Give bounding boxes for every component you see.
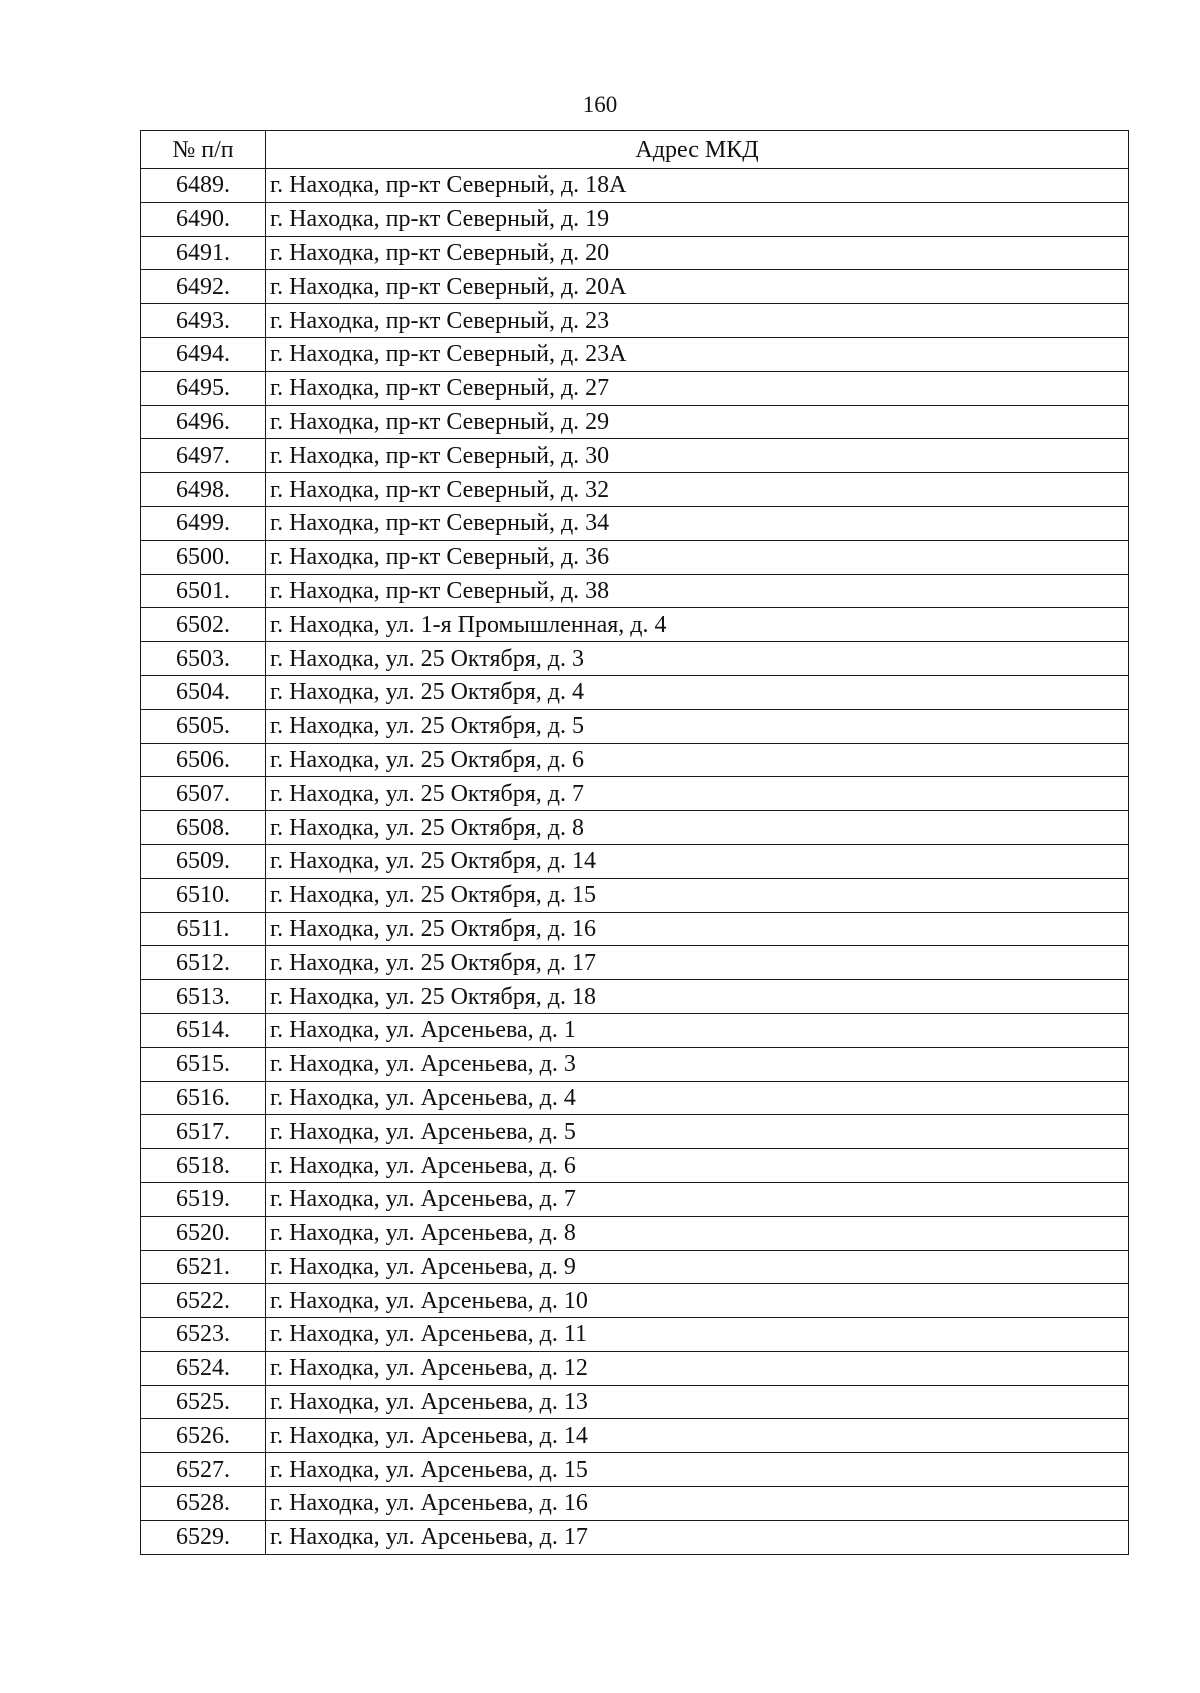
table-row <box>141 1013 1129 1047</box>
row-address: г. Находка, ул. 25 Октября, д. 17 <box>266 946 1129 980</box>
table-row <box>141 1487 1129 1521</box>
row-number: 6524. <box>141 1351 266 1385</box>
header-row <box>141 131 1129 169</box>
row-number: 6503. <box>141 642 266 676</box>
table-row <box>141 574 1129 608</box>
row-address: г. Находка, пр-кт Северный, д. 20А <box>266 270 1129 304</box>
row-number: 6504. <box>141 675 266 709</box>
table-row <box>141 1385 1129 1419</box>
row-address: г. Находка, ул. Арсеньева, д. 10 <box>266 1284 1129 1318</box>
row-number: 6511. <box>141 912 266 946</box>
row-number: 6505. <box>141 709 266 743</box>
row-address: г. Находка, ул. Арсеньева, д. 3 <box>266 1047 1129 1081</box>
row-address: г. Находка, ул. Арсеньева, д. 16 <box>266 1487 1129 1521</box>
table-body <box>141 169 1129 1555</box>
row-address: г. Находка, пр-кт Северный, д. 23 <box>266 304 1129 338</box>
row-number: 6507. <box>141 777 266 811</box>
row-number: 6493. <box>141 304 266 338</box>
row-number: 6492. <box>141 270 266 304</box>
table-row <box>141 1318 1129 1352</box>
row-address: г. Находка, ул. Арсеньева, д. 12 <box>266 1351 1129 1385</box>
row-address: г. Находка, пр-кт Северный, д. 19 <box>266 202 1129 236</box>
row-number: 6506. <box>141 743 266 777</box>
row-address: г. Находка, ул. Арсеньева, д. 7 <box>266 1182 1129 1216</box>
table-row <box>141 709 1129 743</box>
table-row <box>141 540 1129 574</box>
row-number: 6497. <box>141 439 266 473</box>
table-row <box>141 777 1129 811</box>
table-row <box>141 1047 1129 1081</box>
table-row <box>141 1520 1129 1554</box>
row-number: 6513. <box>141 980 266 1014</box>
row-number: 6529. <box>141 1520 266 1554</box>
row-number: 6489. <box>141 169 266 203</box>
header-address: Адрес МКД <box>266 131 1129 169</box>
table-header <box>141 131 1129 169</box>
row-address: г. Находка, пр-кт Северный, д. 38 <box>266 574 1129 608</box>
row-address: г. Находка, ул. Арсеньева, д. 4 <box>266 1081 1129 1115</box>
row-number: 6495. <box>141 371 266 405</box>
row-address: г. Находка, ул. Арсеньева, д. 13 <box>266 1385 1129 1419</box>
table-row <box>141 980 1129 1014</box>
row-address: г. Находка, пр-кт Северный, д. 18А <box>266 169 1129 203</box>
row-address: г. Находка, ул. Арсеньева, д. 9 <box>266 1250 1129 1284</box>
row-number: 6499. <box>141 506 266 540</box>
row-number: 6517. <box>141 1115 266 1149</box>
table-row <box>141 236 1129 270</box>
table-row <box>141 169 1129 203</box>
table-row <box>141 270 1129 304</box>
row-number: 6494. <box>141 337 266 371</box>
row-number: 6525. <box>141 1385 266 1419</box>
row-number: 6500. <box>141 540 266 574</box>
row-number: 6522. <box>141 1284 266 1318</box>
row-address: г. Находка, ул. 25 Октября, д. 8 <box>266 811 1129 845</box>
page-number: 160 <box>582 92 618 117</box>
table-row <box>141 405 1129 439</box>
row-number: 6508. <box>141 811 266 845</box>
table-row <box>141 1149 1129 1183</box>
row-address: г. Находка, ул. 25 Октября, д. 3 <box>266 642 1129 676</box>
row-number: 6516. <box>141 1081 266 1115</box>
row-address: г. Находка, пр-кт Северный, д. 32 <box>266 473 1129 507</box>
row-address: г. Находка, пр-кт Северный, д. 36 <box>266 540 1129 574</box>
row-number: 6514. <box>141 1013 266 1047</box>
table-row <box>141 304 1129 338</box>
table-row <box>141 506 1129 540</box>
table-row <box>141 1250 1129 1284</box>
table-row <box>141 337 1129 371</box>
table-row <box>141 912 1129 946</box>
table-row <box>141 1351 1129 1385</box>
row-number: 6490. <box>141 202 266 236</box>
row-address: г. Находка, ул. Арсеньева, д. 17 <box>266 1520 1129 1554</box>
table-row <box>141 1081 1129 1115</box>
table-row <box>141 743 1129 777</box>
row-address: г. Находка, ул. 25 Октября, д. 4 <box>266 675 1129 709</box>
row-number: 6498. <box>141 473 266 507</box>
table-row <box>141 1284 1129 1318</box>
row-address: г. Находка, ул. Арсеньева, д. 14 <box>266 1419 1129 1453</box>
table-row <box>141 1182 1129 1216</box>
row-address: г. Находка, ул. 25 Октября, д. 5 <box>266 709 1129 743</box>
row-address: г. Находка, пр-кт Северный, д. 23А <box>266 337 1129 371</box>
table-row <box>141 811 1129 845</box>
row-number: 6491. <box>141 236 266 270</box>
row-address: г. Находка, ул. 25 Октября, д. 16 <box>266 912 1129 946</box>
row-address: г. Находка, ул. 25 Октября, д. 6 <box>266 743 1129 777</box>
row-number: 6510. <box>141 878 266 912</box>
header-number: № п/п <box>141 131 266 169</box>
row-address: г. Находка, ул. Арсеньева, д. 6 <box>266 1149 1129 1183</box>
row-address: г. Находка, ул. 25 Октября, д. 7 <box>266 777 1129 811</box>
row-number: 6512. <box>141 946 266 980</box>
table-row <box>141 202 1129 236</box>
row-address: г. Находка, ул. Арсеньева, д. 11 <box>266 1318 1129 1352</box>
table-row <box>141 439 1129 473</box>
table-row <box>141 878 1129 912</box>
row-number: 6509. <box>141 844 266 878</box>
mkd-address-table <box>140 130 1129 1555</box>
row-number: 6520. <box>141 1216 266 1250</box>
table-row <box>141 1115 1129 1149</box>
table-row <box>141 946 1129 980</box>
table-row <box>141 675 1129 709</box>
table-row <box>141 844 1129 878</box>
row-number: 6527. <box>141 1453 266 1487</box>
row-address: г. Находка, пр-кт Северный, д. 20 <box>266 236 1129 270</box>
row-number: 6521. <box>141 1250 266 1284</box>
row-address: г. Находка, ул. Арсеньева, д. 1 <box>266 1013 1129 1047</box>
table-row <box>141 642 1129 676</box>
table-row <box>141 608 1129 642</box>
row-number: 6523. <box>141 1318 266 1352</box>
table-row <box>141 1419 1129 1453</box>
row-number: 6518. <box>141 1149 266 1183</box>
row-address: г. Находка, ул. 25 Октября, д. 18 <box>266 980 1129 1014</box>
row-address: г. Находка, ул. 25 Октября, д. 15 <box>266 878 1129 912</box>
row-address: г. Находка, пр-кт Северный, д. 27 <box>266 371 1129 405</box>
row-address: г. Находка, пр-кт Северный, д. 34 <box>266 506 1129 540</box>
row-number: 6496. <box>141 405 266 439</box>
table-row <box>141 371 1129 405</box>
row-address: г. Находка, пр-кт Северный, д. 29 <box>266 405 1129 439</box>
row-number: 6502. <box>141 608 266 642</box>
row-number: 6526. <box>141 1419 266 1453</box>
row-number: 6501. <box>141 574 266 608</box>
row-address: г. Находка, ул. Арсеньева, д. 5 <box>266 1115 1129 1149</box>
table-row <box>141 473 1129 507</box>
row-number: 6528. <box>141 1487 266 1521</box>
table-row <box>141 1216 1129 1250</box>
row-address: г. Находка, ул. Арсеньева, д. 15 <box>266 1453 1129 1487</box>
row-address: г. Находка, ул. 1-я Промышленная, д. 4 <box>266 608 1129 642</box>
row-number: 6515. <box>141 1047 266 1081</box>
table-row <box>141 1453 1129 1487</box>
row-address: г. Находка, ул. 25 Октября, д. 14 <box>266 844 1129 878</box>
row-number: 6519. <box>141 1182 266 1216</box>
row-address: г. Находка, ул. Арсеньева, д. 8 <box>266 1216 1129 1250</box>
row-address: г. Находка, пр-кт Северный, д. 30 <box>266 439 1129 473</box>
